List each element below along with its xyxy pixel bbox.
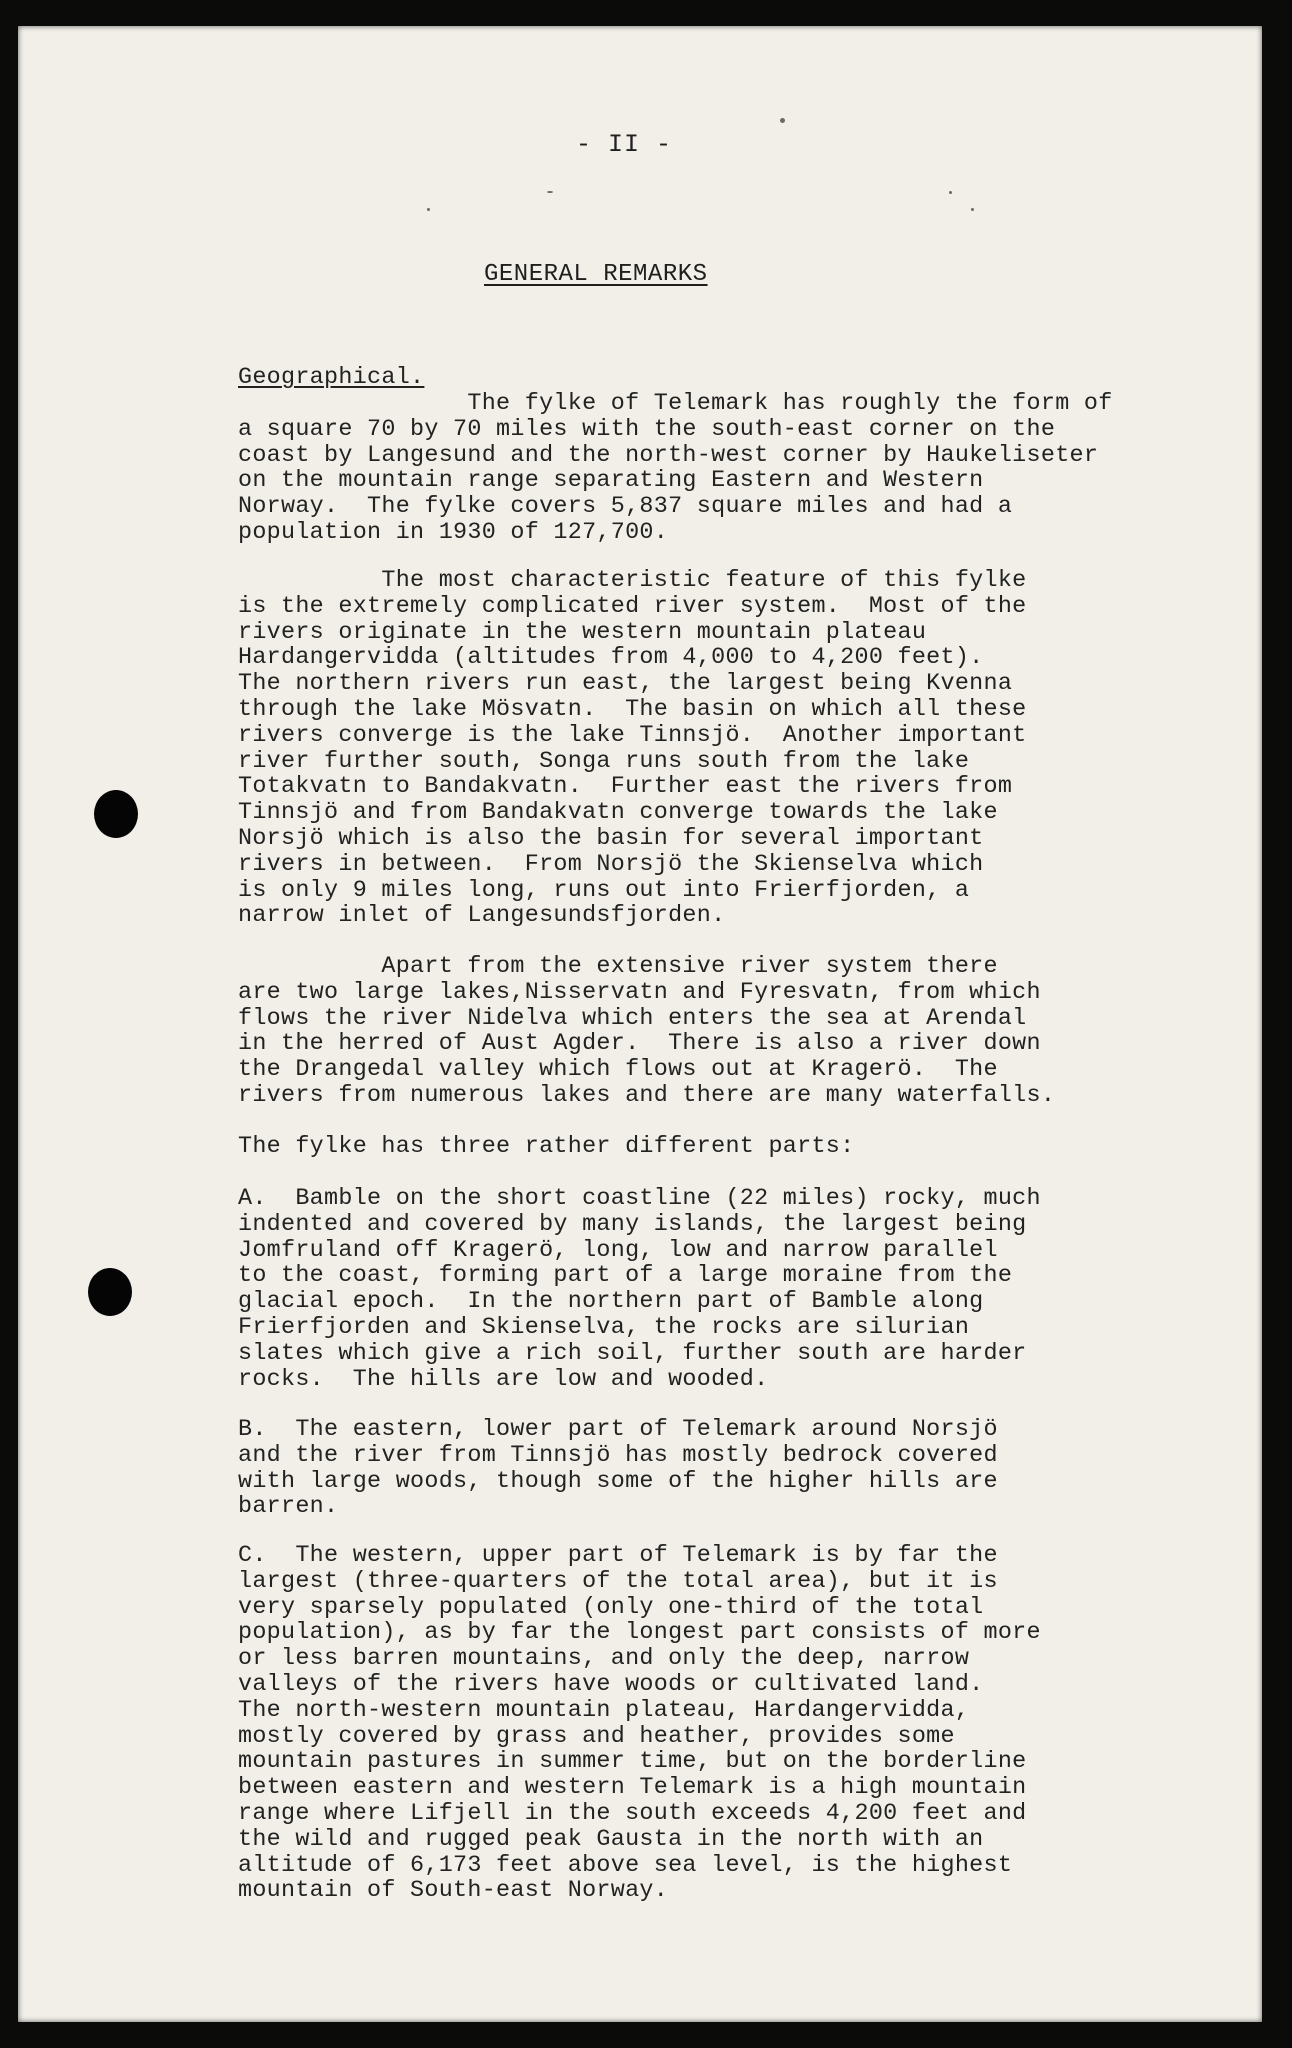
punch-hole-icon [88,1268,132,1316]
paragraph-river-system: The most characteristic feature of this fylke is the extremely complicated river system. Most of the rivers originate in the western mountain plateau Hardangervidda (altitudes from 4,000 to 4,200 feet). The northern rivers run east, the largest being Kvenna through the lake Mösvatn. The basin on which all these rivers converge is the lake Tinnsjö. Another important river further south, Songa runs south from the lake Totakvatn to Bandakvatn. Further east the rivers from Tinnsjö and from Bandakvatn converge towards the lake Norsjö which is also the basin for several important rivers in between. From Norsjö the Skienselva which is only 9 miles long, runs out into Frierfjorden, a narrow inlet of Langesundsfjorden. [238,568,1027,930]
ink-speck [547,191,553,193]
paragraph-parts-intro: The fylke has three rather different parts: [238,1134,855,1160]
page-title: GENERAL REMARKS [484,261,708,288]
ink-speck [427,208,430,211]
ink-speck [971,208,974,211]
paragraph-overview: The fylke of Telemark has roughly the form of a square 70 by 70 miles with the south-east corner on the coast by Langesund and the north-west corner by Haukeliseter on the mountain range separating Eastern and Western Norway. The fylke covers 5,837 square miles and had a population in 1930 of 127,700. [238,391,1113,546]
ink-speck [949,191,952,194]
page-number: - II - [576,130,673,159]
paragraph-lakes: Apart from the extensive river system there are two large lakes,Nisservatn and Fyresvatn, from which flows the river Nidelva which enters the sea at Arendal in the herred of Aust Agder. There is also a river down the Drangedal valley which flows out at Kragerö. The rivers from numerous lakes and there are many waterfalls. [238,954,1056,1109]
paragraph-part-b: B. The eastern, lower part of Telemark around Norsjö and the river from Tinnsjö has mostly bedrock covered with large woods, though some of the higher hills are barren. [238,1417,998,1521]
paragraph-part-a: A. Bamble on the short coastline (22 miles) rocky, much indented and covered by many islands, the largest being Jomfruland off Kragerö, long, low and narrow parallel to the coast, forming part of a large moraine from the glacial epoch. In the northern part of Bamble along Frierfjorden and Skienselva, the rocks are silurian slates which give a rich soil, further south are harder rocks. The hills are low and wooded. [238,1186,1041,1393]
section-heading: Geographical. [238,365,425,391]
document-page [18,26,1262,2022]
punch-hole-icon [94,790,138,838]
paragraph-part-c: C. The western, upper part of Telemark is by far the largest (three-quarters of the total area), but it is very sparsely populated (only one-third of the total population), as by far the longest part consists of more or less barren mountains, and only the deep, narrow valleys of the rivers have woods or cultivated land. The north-western mountain plateau, Hardangervidda, mostly covered by grass and heather, provides some mountain pastures in summer time, but on the borderline between eastern and western Telemark is a high mountain range where Lifjell in the south exceeds 4,200 feet and the wild and rugged peak Gausta in the north with an altitude of 6,173 feet above sea level, is the highest mountain of South-east Norway. [238,1543,1041,1905]
ink-speck [780,118,785,123]
